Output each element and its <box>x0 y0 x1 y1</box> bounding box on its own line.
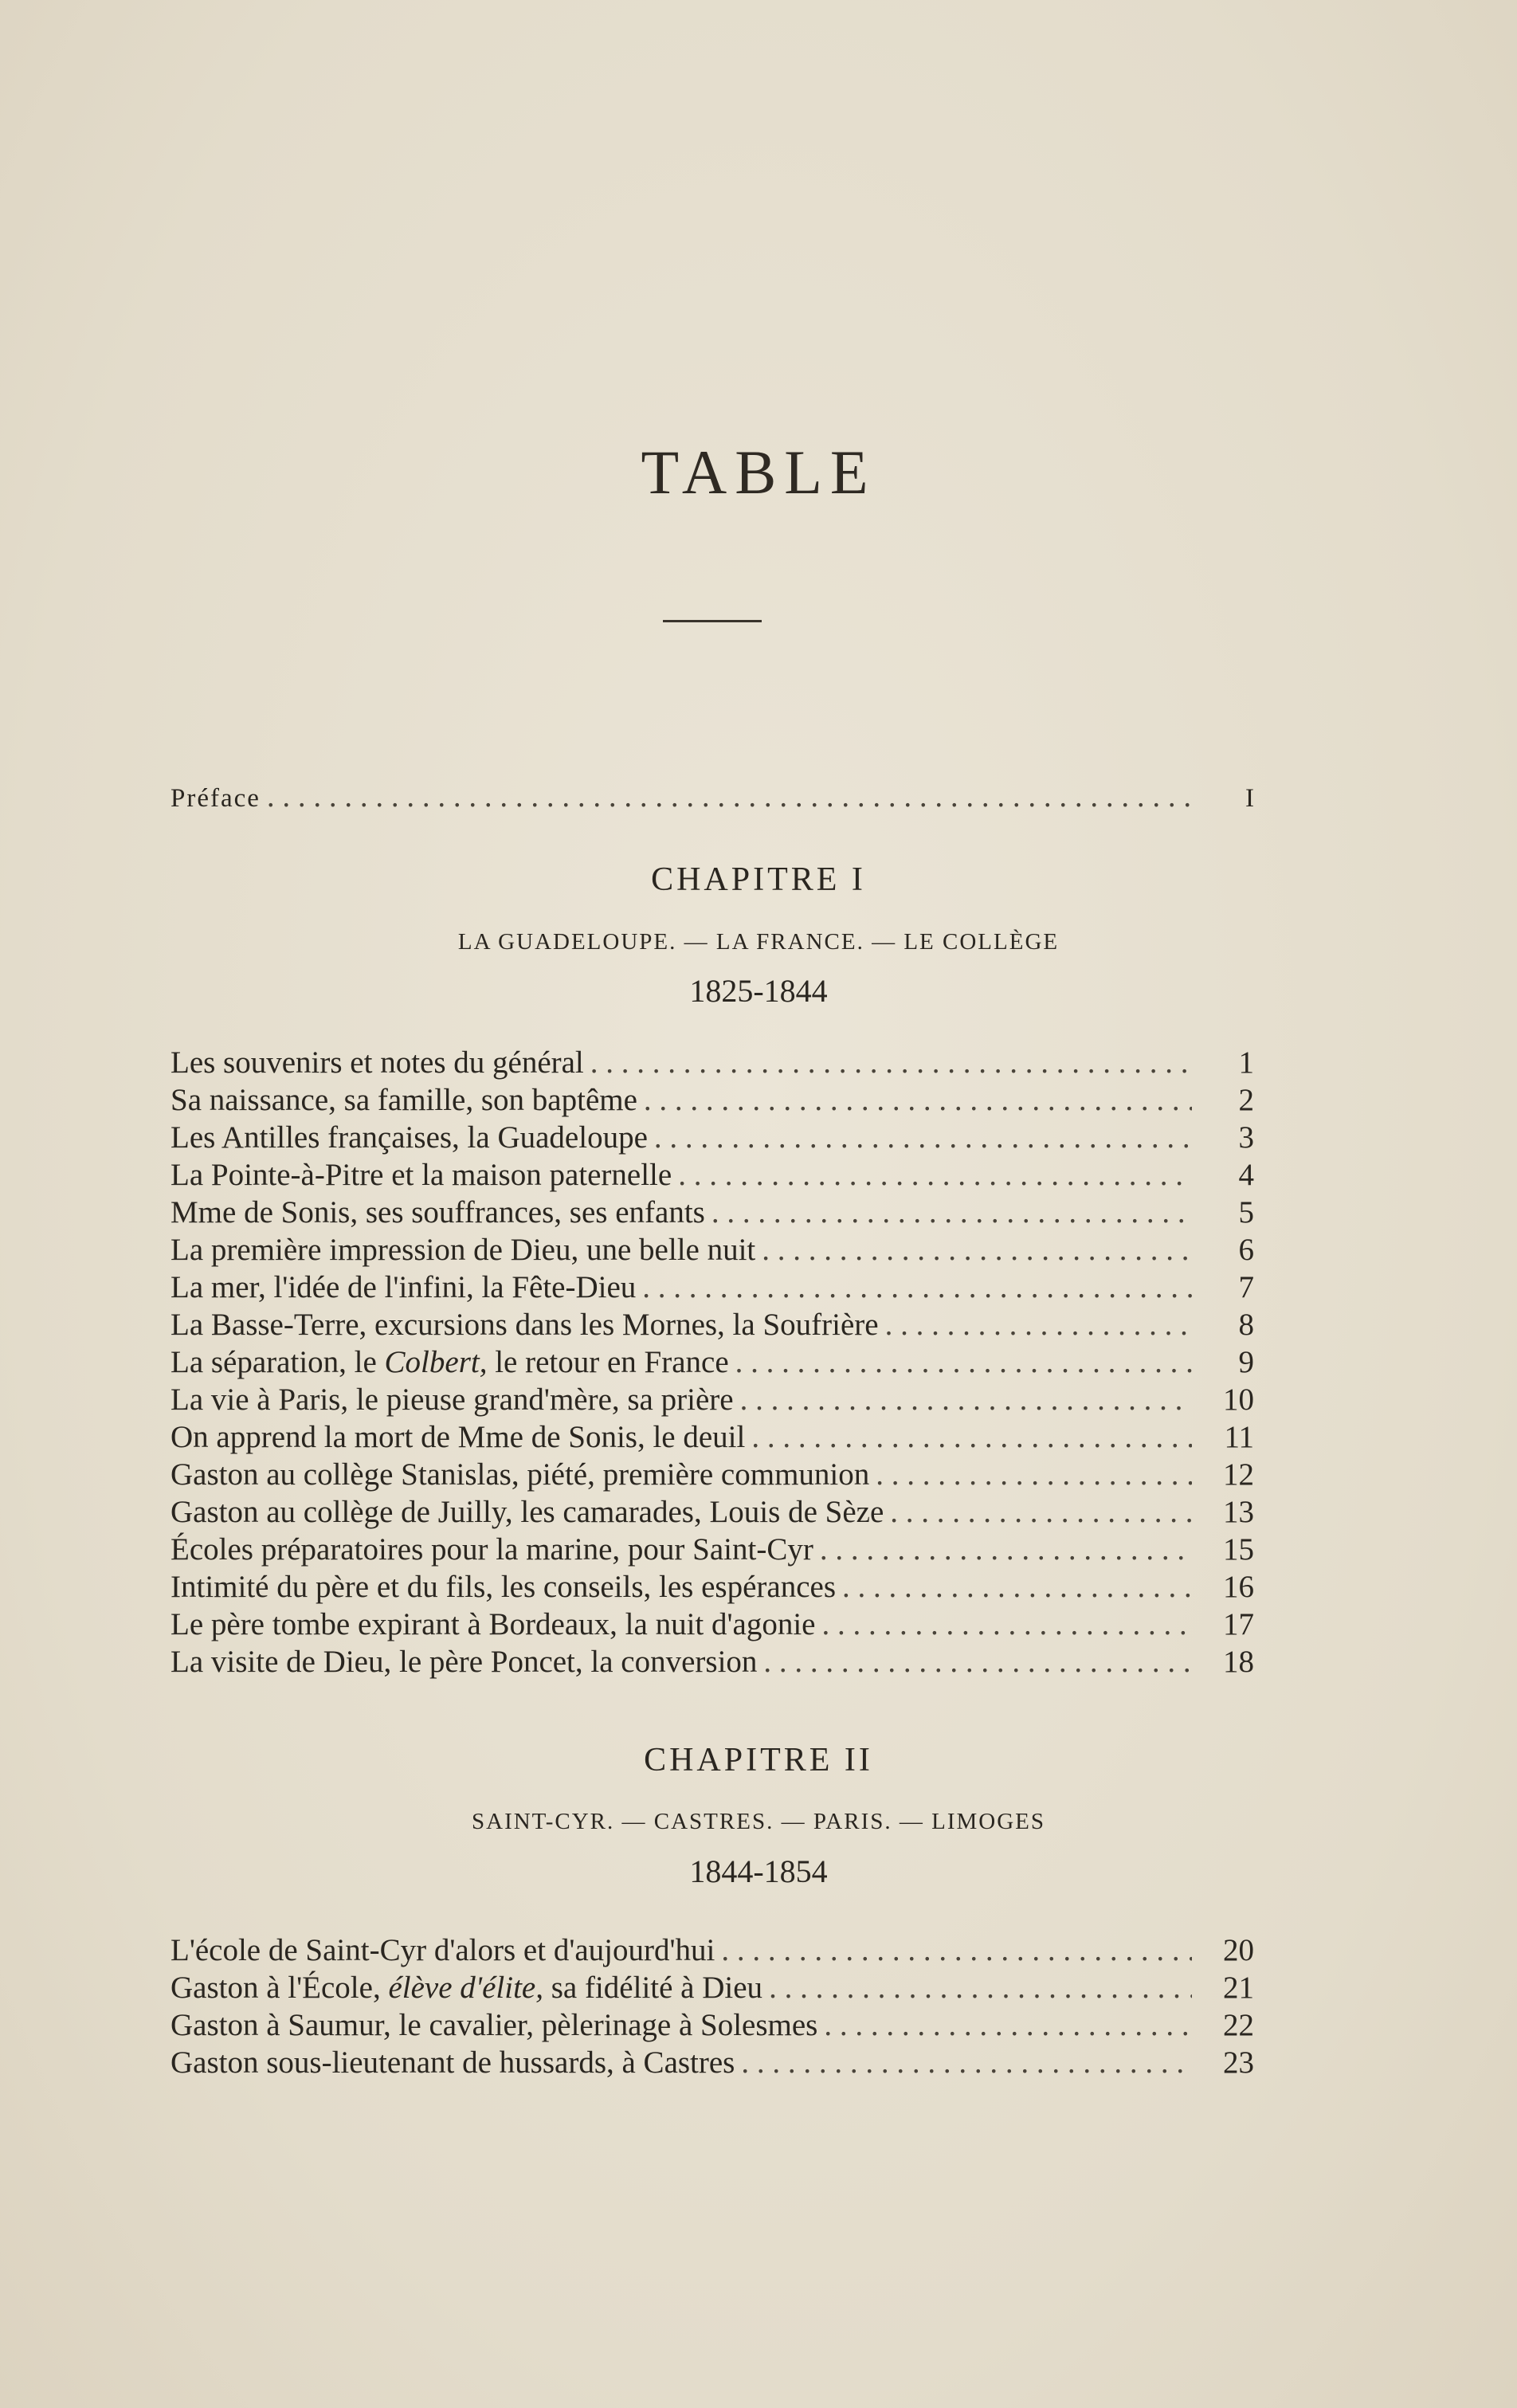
leader-dots <box>735 1343 1192 1382</box>
toc-entry[interactable] <box>171 1931 1254 1970</box>
toc-entry-page: 11 <box>1224 1420 1254 1454</box>
toc-entry-text: Gaston sous-lieutenant de hussards, à Castres <box>171 2045 735 2080</box>
toc-entry-preface[interactable] <box>171 778 1254 816</box>
leader-dots <box>762 1231 1192 1269</box>
toc-entry[interactable] <box>171 1456 1254 1494</box>
leader-dots <box>820 1531 1192 1569</box>
leader-dots <box>740 1381 1192 1419</box>
toc-entry-text: La visite de Dieu, le père Poncet, la conversion <box>171 1645 758 1679</box>
toc-entry-text: Les Antilles françaises, la Guadeloupe <box>171 1120 648 1155</box>
toc-entry-page: 9 <box>1238 1345 1254 1379</box>
leader-dots <box>654 1119 1192 1157</box>
toc-entry-text: Mme de Sonis, ses souffrances, ses enfants <box>171 1195 705 1229</box>
toc-entry-text: La première impression de Dieu, une belle nuit <box>171 1233 756 1267</box>
toc-entry[interactable] <box>171 1194 1254 1232</box>
toc-entry[interactable] <box>171 1044 1254 1082</box>
leader-dots <box>644 1081 1192 1120</box>
leader-dots <box>678 1156 1192 1194</box>
toc-entry-page: 1 <box>1238 1045 1254 1080</box>
toc-entry-text: Gaston au collège de Juilly, les camarades, Louis de Sèze <box>171 1495 884 1529</box>
toc-entry-page: 8 <box>1238 1308 1254 1342</box>
toc-entry-page: 16 <box>1223 1570 1254 1604</box>
toc-entry[interactable] <box>171 2006 1254 2045</box>
leader-dots <box>824 2006 1192 2045</box>
toc-entry[interactable] <box>171 1343 1254 1382</box>
toc-entry-page: 3 <box>1238 1120 1254 1155</box>
leader-dots <box>769 1969 1192 2007</box>
toc-entry-text: Sa naissance, sa famille, son baptême <box>171 1083 637 1117</box>
toc-entry-page: 5 <box>1238 1195 1254 1229</box>
leader-dots <box>842 1568 1192 1606</box>
toc-entry-page: 2 <box>1238 1083 1254 1117</box>
toc-entry-page: 18 <box>1223 1645 1254 1679</box>
toc-entry-text: On apprend la mort de Mme de Sonis, le deuil <box>171 1420 746 1454</box>
toc-entry-page: 10 <box>1223 1382 1254 1417</box>
leader-dots <box>763 1643 1192 1681</box>
toc-entry-text: Écoles préparatoires pour la marine, pour Saint-Cyr <box>171 1532 813 1567</box>
toc-entry[interactable] <box>171 1081 1254 1120</box>
toc-entry-page: 23 <box>1223 2045 1254 2080</box>
leader-dots <box>721 1931 1192 1970</box>
toc-entry-text: Les souvenirs et notes du général <box>171 1045 584 1080</box>
leader-dots <box>890 1493 1192 1531</box>
toc-entry-text: Gaston au collège Stanislas, piété, première communion <box>171 1457 870 1492</box>
toc-entry-text: La vie à Paris, le pieuse grand'mère, sa prière <box>171 1382 734 1417</box>
chapter-subtitle: LA GUADELOUPE. — LA FRANCE. — LE COLLÈGE <box>457 929 1060 955</box>
toc-entry-page: 7 <box>1238 1270 1254 1304</box>
leader-dots <box>267 778 1192 816</box>
toc-entry[interactable] <box>171 1643 1254 1681</box>
toc-entry[interactable] <box>171 1969 1254 2007</box>
leader-dots <box>751 1418 1192 1457</box>
page-title: TABLE <box>641 437 876 507</box>
toc-entry-text: La Pointe-à-Pitre et la maison paternelle <box>171 1158 672 1192</box>
leader-dots <box>590 1044 1192 1082</box>
toc-entry-page: 21 <box>1223 1971 1254 2005</box>
toc-entry-text: Intimité du père et du fils, les conseils, les espérances <box>171 1570 836 1604</box>
toc-entry-page: 22 <box>1223 2008 1254 2042</box>
leader-dots <box>711 1194 1192 1232</box>
toc-entry[interactable] <box>171 1269 1254 1307</box>
toc-entry-text <box>171 1969 762 2007</box>
toc-entry-page: 12 <box>1223 1457 1254 1492</box>
toc-entry[interactable] <box>171 2044 1254 2082</box>
toc-entry-text: Préface <box>171 784 261 813</box>
toc-entry-text-part: sa fidélité à Dieu <box>543 1971 763 2005</box>
toc-entry-page: 13 <box>1223 1495 1254 1529</box>
leader-dots <box>642 1269 1192 1307</box>
toc-entry-text-part: le retour en France <box>487 1345 729 1379</box>
toc-entry-page: I <box>1245 784 1254 813</box>
chapter-heading: CHAPITRE II <box>644 1742 873 1779</box>
chapter-subtitle: SAINT-CYR. — CASTRES. — PARIS. — LIMOGES <box>472 1809 1045 1834</box>
toc-entry-text-part: La séparation, le <box>171 1345 385 1379</box>
chapter-heading: CHAPITRE I <box>651 861 866 898</box>
toc-entry-page: 6 <box>1238 1233 1254 1267</box>
toc-entry-text: Le père tombe expirant à Bordeaux, la nuit d'agonie <box>171 1607 816 1641</box>
toc-entry-text: Gaston à Saumur, le cavalier, pèlerinage à Solesmes <box>171 2008 818 2042</box>
toc-entry-page: 4 <box>1238 1158 1254 1192</box>
toc-entry-page: 20 <box>1223 1933 1254 1967</box>
toc-entry-text-part: Gaston à l'École, <box>171 1971 389 2005</box>
toc-entry[interactable] <box>171 1156 1254 1194</box>
emphasis-text: élève d'élite, <box>388 1971 543 2005</box>
toc-entry-text <box>171 1343 729 1382</box>
chapter-years: 1825-1844 <box>689 973 828 1009</box>
toc-entry[interactable] <box>171 1568 1254 1606</box>
toc-entry-page: 15 <box>1223 1532 1254 1567</box>
toc-entry-text: La Basse-Terre, excursions dans les Mornes, la Soufrière <box>171 1308 879 1342</box>
toc-entry[interactable] <box>171 1231 1254 1269</box>
toc-entry[interactable] <box>171 1306 1254 1344</box>
toc-entry[interactable] <box>171 1493 1254 1531</box>
toc-entry[interactable] <box>171 1418 1254 1457</box>
toc-entry[interactable] <box>171 1531 1254 1569</box>
leader-dots <box>821 1606 1192 1644</box>
ship-name: Colbert, <box>384 1345 488 1379</box>
toc-entry[interactable] <box>171 1381 1254 1419</box>
leader-dots <box>876 1456 1192 1494</box>
leader-dots <box>885 1306 1192 1344</box>
toc-entry-text: La mer, l'idée de l'infini, la Fête-Dieu <box>171 1270 637 1304</box>
title-divider <box>663 620 762 622</box>
toc-entry-page: 17 <box>1223 1607 1254 1641</box>
chapter-years: 1844-1854 <box>689 1853 828 1889</box>
toc-entry-text: L'école de Saint-Cyr d'alors et d'aujourd'hui <box>171 1933 715 1967</box>
toc-entry[interactable] <box>171 1606 1254 1644</box>
leader-dots <box>741 2044 1192 2082</box>
toc-entry[interactable] <box>171 1119 1254 1157</box>
